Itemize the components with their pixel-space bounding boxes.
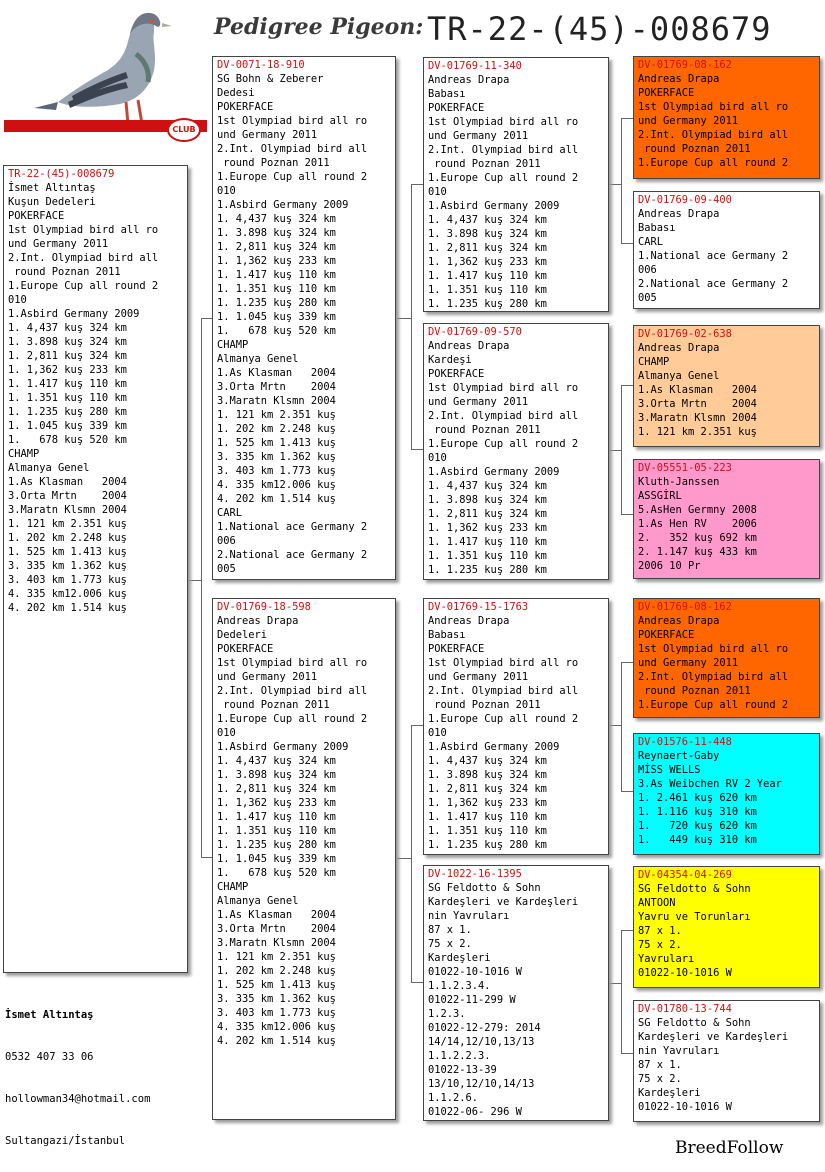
pedigree-line: 1. 4,437 kuş 324 km (428, 480, 547, 492)
pedigree-line: 3.Maratn Klsmn 2004 (638, 412, 757, 424)
pedigree-line: round Poznan 2011 (217, 157, 330, 169)
pedigree-line: 2.Int. Olympiad bird all (428, 685, 579, 697)
pedigree-line: POKERFACE (217, 643, 274, 655)
great-grandparent-card (633, 1000, 820, 1122)
pedigree-line: 1. 1,362 kuş 233 km (428, 522, 547, 534)
pedigree-line: Andreas Drapa (217, 615, 299, 627)
pedigree-line: 1. 678 kuş 520 km (217, 867, 336, 879)
pedigree-line: 2.Int. Olympiad bird all (428, 410, 579, 422)
pedigree-line: und Germany 2011 (428, 130, 529, 142)
pedigree-line: Kuşun Dedeleri (8, 196, 96, 208)
connector-tick (396, 858, 411, 859)
pedigree-line: POKERFACE (638, 87, 695, 99)
pedigree-line: POKERFACE (428, 368, 485, 380)
pedigree-line: 75 x 2. (638, 939, 682, 951)
pedigree-line: Babası (638, 222, 676, 234)
pedigree-line: 1. 2,811 kuş 324 km (217, 783, 336, 795)
pedigree-line: 1. 4,437 kuş 324 km (428, 755, 547, 767)
pedigree-line: 87 x 1. (638, 1059, 682, 1071)
pedigree-line: 1.Europe Cup all round 2 (217, 171, 368, 183)
pedigree-line: 1.Asbird Germany 2009 (428, 466, 560, 478)
pedigree-line: 1.As Klasman 2004 (217, 909, 336, 921)
club-logo (4, 4, 207, 149)
pedigree-line: 1. 202 km 2.248 kuş (217, 965, 336, 977)
pedigree-line: 1.Europe Cup all round 2 (428, 438, 579, 450)
pedigree-line: Almanya Genel (638, 370, 720, 382)
pedigree-line: CARL (638, 236, 664, 248)
pedigree-line: 2.Int. Olympiad bird all (638, 129, 789, 141)
pedigree-line: 010 (217, 185, 236, 197)
great-grandparent-card (633, 459, 820, 579)
owner-email[interactable]: hollowman34@hotmail.com (5, 1093, 151, 1105)
pedigree-line: 75 x 2. (638, 1073, 682, 1085)
pedigree-line: 1. 720 kuş 620 km (638, 820, 757, 832)
pedigree-line: 1.Asbird Germany 2009 (217, 199, 349, 211)
pedigree-line: 005 (217, 563, 236, 575)
pedigree-line: 1. 1,362 kuş 233 km (428, 797, 547, 809)
pedigree-line: 1. 1.417 kuş 110 km (217, 811, 336, 823)
ring-number: DV-01769-08-162 (638, 59, 732, 71)
pedigree-line: 1st Olympiad bird all ro (638, 643, 789, 655)
great-grandparent-card (633, 191, 820, 309)
pedigree-line: 1.Europe Cup all round 2 (638, 157, 789, 169)
pedigree-line: 1. 1.417 kuş 110 km (8, 378, 127, 390)
pedigree-line: 3.Orta Mrtn 2004 (638, 398, 757, 410)
connector-tick (609, 450, 621, 451)
pedigree-line: 4. 202 km 1.514 kuş (8, 602, 127, 614)
pedigree-line: Kardeşi (428, 354, 472, 366)
owner-name: İsmet Altıntaş (5, 1009, 94, 1021)
pedigree-line: und Germany 2011 (428, 671, 529, 683)
pedigree-line: 1.Asbird Germany 2009 (8, 308, 140, 320)
pedigree-line: 1. 449 kuş 310 km (638, 834, 757, 846)
pedigree-line: 1.As Klasman 2004 (8, 476, 127, 488)
pedigree-line: 1.As Klasman 2004 (638, 384, 757, 396)
pedigree-line: nin Yavruları (428, 910, 510, 922)
pedigree-line: 87 x 1. (638, 925, 682, 937)
pedigree-line: 1.Europe Cup all round 2 (428, 172, 579, 184)
pedigree-line: CHAMP (638, 356, 670, 368)
pedigree-line: 1. 1.045 kuş 339 km (217, 311, 336, 323)
dam-card (212, 598, 396, 1120)
pedigree-line: 1. 1.351 kuş 110 km (428, 550, 547, 562)
pedigree-line: 2.National ace Germany 2 (217, 549, 368, 561)
pedigree-line: 4. 335 km12.006 kuş (217, 1021, 336, 1033)
pedigree-line: 2.Int. Olympiad bird all (428, 144, 579, 156)
pedigree-line: 1. 1,362 kuş 233 km (8, 364, 127, 376)
owner-phone: 0532 407 33 06 (5, 1051, 94, 1063)
pedigree-line: MİSS WELLS (638, 764, 701, 776)
connector-tick (609, 184, 621, 185)
connector-tick (609, 983, 621, 984)
pedigree-line: 3. 335 km 1.362 kuş (217, 451, 336, 463)
pedigree-line: und Germany 2011 (8, 238, 109, 250)
pedigree-line: 1.As Klasman 2004 (217, 367, 336, 379)
pedigree-line: 1. 3.898 kuş 324 km (217, 769, 336, 781)
pedigree-line: und Germany 2011 (638, 657, 739, 669)
pedigree-line: 3. 403 km 1.773 kuş (217, 1007, 336, 1019)
great-grandparent-card (633, 56, 820, 179)
ring-number: DV-01780-13-744 (638, 1003, 732, 1015)
pedigree-line: round Poznan 2011 (638, 143, 751, 155)
pedigree-line: 2. 352 kuş 692 km (638, 532, 757, 544)
pedigree-line: SG Feldotto & Sohn (428, 882, 541, 894)
pedigree-line: Andreas Drapa (638, 615, 720, 627)
pedigree-line: Dedeleri (217, 629, 268, 641)
ring-number: DV-01576-11-448 (638, 736, 732, 748)
pedigree-line: 1.National ace Germany 2 (217, 521, 368, 533)
pedigree-line: 1. 1.417 kuş 110 km (428, 811, 547, 823)
pedigree-line: Dedesi (217, 87, 255, 99)
pedigree-line: 1.As Hen RV 2006 (638, 518, 757, 530)
pedigree-line: 006 (217, 535, 236, 547)
pedigree-line: 1. 1.235 kuş 280 km (217, 297, 336, 309)
pedigree-line: 1. 2,811 kuş 324 km (428, 783, 547, 795)
pedigree-line: 1.1.2.6. (428, 1092, 479, 1104)
pedigree-line: 2. 1.147 kuş 433 km (638, 546, 757, 558)
pedigree-line: 1. 1.417 kuş 110 km (428, 270, 547, 282)
pedigree-line: 1. 4,437 kuş 324 km (217, 755, 336, 767)
pedigree-line: 1. 1,362 kuş 233 km (428, 256, 547, 268)
pedigree-line: round Poznan 2011 (428, 424, 541, 436)
pedigree-line: SG Feldotto & Sohn (638, 883, 751, 895)
pedigree-line: 1.Asbird Germany 2009 (428, 741, 560, 753)
pedigree-line: 1st Olympiad bird all ro (8, 224, 159, 236)
pedigree-line: und Germany 2011 (638, 115, 739, 127)
ring-number: DV-01769-08-162 (638, 601, 732, 613)
pedigree-line: 2.Int. Olympiad bird all (638, 671, 789, 683)
great-grandparent-card (633, 598, 820, 718)
pedigree-line: 1. 2,811 kuş 324 km (428, 242, 547, 254)
pedigree-line: SG Feldotto & Sohn (638, 1017, 751, 1029)
pedigree-line: CHAMP (8, 448, 40, 460)
ring-number: DV-0071-18-910 (217, 59, 305, 71)
pedigree-line: 010 (8, 294, 27, 306)
pedigree-line: 01022-12-279: 2014 (428, 1022, 541, 1034)
ring-number: DV-01769-09-570 (428, 326, 522, 338)
pedigree-line: Babası (428, 88, 466, 100)
pedigree-line: POKERFACE (8, 210, 65, 222)
connector-tick (609, 725, 621, 726)
owner-contact (5, 980, 150, 1162)
pedigree-line: 1.Europe Cup all round 2 (428, 713, 579, 725)
pedigree-line: 2.National ace Germany 2 (638, 278, 789, 290)
pedigree-line: POKERFACE (428, 643, 485, 655)
pedigree-line: Almanya Genel (217, 353, 299, 365)
pedigree-line: 3. 403 km 1.773 kuş (8, 574, 127, 586)
ring-number: DV-01769-09-400 (638, 194, 732, 206)
pedigree-line: Andreas Drapa (428, 615, 510, 627)
breedfollow-brand[interactable]: BreedFollow (675, 1138, 784, 1158)
pedigree-line: 010 (428, 452, 447, 464)
pedigree-line: 1. 202 km 2.248 kuş (217, 423, 336, 435)
pedigree-line: 3. 335 km 1.362 kuş (8, 560, 127, 572)
pedigree-line: 1.National ace Germany 2 (638, 250, 789, 262)
pedigree-line: 1. 3.898 kuş 324 km (428, 769, 547, 781)
pedigree-line: Kardeşleri ve Kardeşleri (638, 1031, 789, 1043)
pedigree-line: CHAMP (217, 881, 249, 893)
pedigree-line: 01022-06- 296 W (428, 1106, 522, 1118)
pedigree-line: 1. 4,437 kuş 324 km (428, 214, 547, 226)
pedigree-line: 1st Olympiad bird all ro (428, 382, 579, 394)
pedigree-line: 14/14,12/10,13/13 (428, 1036, 535, 1048)
pedigree-line: 1. 3.898 kuş 324 km (217, 227, 336, 239)
pedigree-line: 1. 1.045 kuş 339 km (8, 420, 127, 432)
grandparent-card (423, 57, 609, 312)
pedigree-line: 1.2.3. (428, 1008, 466, 1020)
pedigree-line: und Germany 2011 (217, 129, 318, 141)
pedigree-line: 1. 1.235 kuş 280 km (428, 839, 547, 851)
pedigree-line: 1.Europe Cup all round 2 (217, 713, 368, 725)
pedigree-line: Kardeşleri ve Kardeşleri (428, 896, 579, 908)
pedigree-line: CHAMP (217, 339, 249, 351)
pedigree-line: Kluth-Janssen (638, 476, 720, 488)
pedigree-line: 3.Maratn Klsmn 2004 (217, 395, 336, 407)
pedigree-line: 01022-10-1016 W (638, 967, 732, 979)
grandparent-card (423, 323, 609, 580)
ring-number: DV-05551-05-223 (638, 462, 732, 474)
pedigree-line: 1. 1.417 kuş 110 km (428, 536, 547, 548)
pedigree-line: 1.1.2.2.3. (428, 1050, 491, 1062)
pedigree-line: 4. 202 km 1.514 kuş (217, 1035, 336, 1047)
pedigree-line: 1. 121 km 2.351 kuş (217, 951, 336, 963)
great-grandparent-card (633, 325, 820, 447)
pedigree-line: 2006 10 Pr (638, 560, 701, 572)
pedigree-line: ANTOON (638, 897, 676, 909)
pedigree-line: 2.Int. Olympiad bird all (8, 252, 159, 264)
ring-number-title: TR-22-(45)-008679 (427, 10, 772, 48)
pedigree-line: Andreas Drapa (428, 74, 510, 86)
pedigree-line: 4. 202 km 1.514 kuş (217, 493, 336, 505)
pedigree-line: CARL (217, 507, 243, 519)
ring-number: DV-01769-11-340 (428, 60, 522, 72)
pedigree-line: İsmet Altıntaş (8, 182, 96, 194)
pedigree-line: 3.Orta Mrtn 2004 (8, 490, 127, 502)
pedigree-line: 1st Olympiad bird all ro (638, 101, 789, 113)
pedigree-line: 87 x 1. (428, 924, 472, 936)
pedigree-line: 1. 2,811 kuş 324 km (428, 508, 547, 520)
pedigree-line: 1. 2,811 kuş 324 km (8, 350, 127, 362)
pedigree-line: round Poznan 2011 (217, 699, 330, 711)
pedigree-line: 1. 1.235 kuş 280 km (428, 564, 547, 576)
pedigree-line: Kardeşleri (428, 952, 491, 964)
connector-tick (188, 580, 201, 581)
pedigree-line: Yavru ve Torunları (638, 911, 751, 923)
pedigree-line: 1. 121 km 2.351 kuş (217, 409, 336, 421)
pedigree-line: 1. 1.045 kuş 339 km (217, 853, 336, 865)
pedigree-line: 3. 403 km 1.773 kuş (217, 465, 336, 477)
pedigree-line: Andreas Drapa (638, 342, 720, 354)
pedigree-line: nin Yavruları (638, 1045, 720, 1057)
pedigree-line: 1st Olympiad bird all ro (217, 657, 368, 669)
pedigree-line: 1. 1.235 kuş 280 km (217, 839, 336, 851)
pedigree-line: 1. 121 km 2.351 kuş (8, 518, 127, 530)
pedigree-line: 3.Maratn Klsmn 2004 (8, 504, 127, 516)
pedigree-line: 1. 678 kuş 520 km (8, 434, 127, 446)
pedigree-line: 1. 4,437 kuş 324 km (217, 213, 336, 225)
pedigree-line: round Poznan 2011 (428, 158, 541, 170)
pedigree-line: 1st Olympiad bird all ro (428, 116, 579, 128)
pedigree-line: 3.Maratn Klsmn 2004 (217, 937, 336, 949)
pedigree-line: 1. 1.351 kuş 110 km (8, 392, 127, 404)
pedigree-line: Andreas Drapa (638, 208, 720, 220)
pedigree-line: 1. 121 km 2.351 kuş (638, 426, 757, 438)
pedigree-line: 75 x 2. (428, 938, 472, 950)
pedigree-line: round Poznan 2011 (638, 685, 751, 697)
pedigree-line: Kardeşleri (638, 1087, 701, 1099)
pedigree-line: 1. 1.351 kuş 110 km (428, 284, 547, 296)
pedigree-line: 1. 525 km 1.413 kuş (8, 546, 127, 558)
ring-number: TR-22-(45)-008679 (8, 168, 115, 180)
grandparent-card (423, 865, 609, 1121)
pedigree-line: 1. 1.235 kuş 280 km (428, 298, 547, 310)
pedigree-line: 1. 678 kuş 520 km (217, 325, 336, 337)
subject-pigeon-card (3, 165, 188, 973)
pedigree-line: Babası (428, 629, 466, 641)
pedigree-line: 010 (428, 186, 447, 198)
pedigree-line: 2.Int. Olympiad bird all (217, 685, 368, 697)
pedigree-line: 01022-10-1016 W (428, 966, 522, 978)
great-grandparent-card (633, 733, 820, 855)
pedigree-line: 1. 1.417 kuş 110 km (217, 269, 336, 281)
owner-address: Sultangazi/İstanbul (5, 1135, 126, 1147)
grandparent-card (423, 598, 609, 855)
pedigree-line: 1. 1.235 kuş 280 km (8, 406, 127, 418)
pedigree-line: 1.Asbird Germany 2009 (428, 200, 560, 212)
pedigree-line: Almanya Genel (8, 462, 90, 474)
pedigree-line: 13/10,12/10,14/13 (428, 1078, 535, 1090)
great-grandparent-card (633, 866, 820, 988)
pedigree-line: 1. 1.351 kuş 110 km (217, 825, 336, 837)
pedigree-line: Almanya Genel (217, 895, 299, 907)
pedigree-line: 1. 1.116 kuş 310 km (638, 806, 757, 818)
pedigree-line: 1.Europe Cup all round 2 (8, 280, 159, 292)
club-badge: CLUB (167, 118, 201, 142)
pedigree-line: 1. 4,437 kuş 324 km (8, 322, 127, 334)
pedigree-line: 5.AsHen Germny 2008 (638, 504, 757, 516)
pedigree-line: Andreas Drapa (428, 340, 510, 352)
sire-card (212, 56, 396, 580)
pedigree-line: round Poznan 2011 (8, 266, 121, 278)
pedigree-line: 2.Int. Olympiad bird all (217, 143, 368, 155)
pedigree-line: 1. 1.351 kuş 110 km (217, 283, 336, 295)
page-title: Pedigree Pigeon: (214, 14, 424, 40)
pedigree-line: und Germany 2011 (428, 396, 529, 408)
pedigree-line: 3.Orta Mrtn 2004 (217, 381, 336, 393)
pedigree-line: 01022-10-1016 W (638, 1101, 732, 1113)
pedigree-line: 1. 525 km 1.413 kuş (217, 437, 336, 449)
pedigree-line: 3. 335 km 1.362 kuş (217, 993, 336, 1005)
pedigree-line: 1. 525 km 1.413 kuş (217, 979, 336, 991)
pedigree-line: 01022-13-39 (428, 1064, 497, 1076)
pedigree-line: Yavruları (638, 953, 695, 965)
pedigree-line: 1. 1.351 kuş 110 km (428, 825, 547, 837)
pedigree-line: 1. 3.898 kuş 324 km (428, 494, 547, 506)
ring-number: DV-01769-15-1763 (428, 601, 529, 613)
pedigree-line: POKERFACE (428, 102, 485, 114)
pedigree-line: 3.As Weibchen RV 2 Year (638, 778, 782, 790)
pedigree-line: und Germany 2011 (217, 671, 318, 683)
pedigree-line: SG Bohn & Zeberer (217, 73, 324, 85)
pedigree-line: 006 (638, 264, 657, 276)
pedigree-line: Reynaert-Gaby (638, 750, 720, 762)
pedigree-line: 4. 335 km12.006 kuş (217, 479, 336, 491)
pedigree-line: 1st Olympiad bird all ro (217, 115, 368, 127)
pedigree-line: 01022-11-299 W (428, 994, 516, 1006)
ring-number: DV-01769-18-598 (217, 601, 311, 613)
pedigree-line: 3.Orta Mrtn 2004 (217, 923, 336, 935)
pedigree-line: 1. 3.898 kuş 324 km (8, 336, 127, 348)
pedigree-line: round Poznan 2011 (428, 699, 541, 711)
pedigree-line: POKERFACE (217, 101, 274, 113)
pedigree-line: 1.Asbird Germany 2009 (217, 741, 349, 753)
pedigree-line: 010 (428, 727, 447, 739)
pedigree-line: 1. 1,362 kuş 233 km (217, 255, 336, 267)
pedigree-line: 1.1.2.3.4. (428, 980, 491, 992)
pedigree-line: Andreas Drapa (638, 73, 720, 85)
pedigree-line: 1st Olympiad bird all ro (428, 657, 579, 669)
pedigree-line: 010 (217, 727, 236, 739)
pedigree-line: ASSGİRL (638, 490, 682, 502)
pedigree-line: 1. 202 km 2.248 kuş (8, 532, 127, 544)
ring-number: DV-01769-02-638 (638, 328, 732, 340)
pedigree-line: 1. 1,362 kuş 233 km (217, 797, 336, 809)
pedigree-line: 005 (638, 292, 657, 304)
pedigree-line: 4. 335 km12.006 kuş (8, 588, 127, 600)
pedigree-line: POKERFACE (638, 629, 695, 641)
pedigree-line: 1. 3.898 kuş 324 km (428, 228, 547, 240)
ring-number: DV-04354-04-269 (638, 869, 732, 881)
pedigree-line: 1.Europe Cup all round 2 (638, 699, 789, 711)
pedigree-line: 1. 2,811 kuş 324 km (217, 241, 336, 253)
ring-number: DV-1022-16-1395 (428, 868, 522, 880)
connector-tick (396, 318, 411, 319)
pedigree-line: 1. 2.461 kuş 620 km (638, 792, 757, 804)
